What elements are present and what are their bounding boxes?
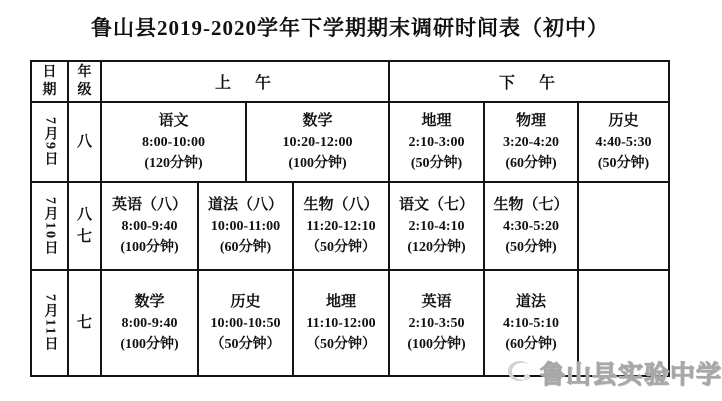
subject-label: 历史 xyxy=(608,112,639,129)
grade-label: 七 xyxy=(76,314,92,331)
grade-label: 八 xyxy=(76,133,92,150)
exam-schedule-table xyxy=(30,60,670,377)
time-label: 11:10-12:00 xyxy=(306,316,376,332)
header-cell-grade xyxy=(69,62,102,103)
grade-cell xyxy=(69,103,102,183)
duration-label: （50分钟） xyxy=(210,337,281,353)
school-name-label: 鲁山县实验中学 xyxy=(540,362,722,389)
grade-cell xyxy=(69,183,102,271)
time-label: 10:00-10:50 xyxy=(210,316,281,332)
date-cell xyxy=(32,271,69,375)
subject-label: 数学 xyxy=(134,293,165,310)
duration-label: (100分钟) xyxy=(120,337,179,353)
date-cell xyxy=(32,103,69,183)
duration-label: (100分钟) xyxy=(407,337,466,353)
subject-label: 英语 xyxy=(421,293,452,310)
exam-cell-biology-7 xyxy=(485,183,579,271)
subject-label: 道法（八） xyxy=(207,196,283,213)
subject-label: 地理 xyxy=(421,112,452,129)
exam-cell-history-7 xyxy=(199,271,294,375)
duration-label: (50分钟) xyxy=(410,156,463,172)
exam-cell-physics-8 xyxy=(485,103,579,183)
duration-label: (120分钟) xyxy=(144,156,203,172)
exam-cell-math-8 xyxy=(247,103,390,183)
page-title: 鲁山县2019-2020学年下学期期末调研时间表（初中） xyxy=(91,16,609,40)
subject-label: 语文 xyxy=(158,112,189,129)
grade-cell xyxy=(69,271,102,375)
header-afternoon-label: 下 午 xyxy=(498,75,559,92)
exam-cell-biology-8 xyxy=(294,183,390,271)
grade-label: 八七 xyxy=(76,206,92,245)
duration-label: (100分钟) xyxy=(288,156,347,172)
table-row-july9 xyxy=(32,103,668,183)
duration-label: （50分钟） xyxy=(306,240,376,256)
duration-label: (50分钟) xyxy=(505,240,557,256)
duration-label: (100分钟) xyxy=(120,240,179,256)
empty-cell xyxy=(579,271,668,375)
time-label: 10:20-12:00 xyxy=(282,135,353,151)
header-cell-date xyxy=(32,62,69,103)
duration-label: (120分钟) xyxy=(407,240,466,256)
header-cell-morning xyxy=(102,62,390,103)
header-morning-label: 上 午 xyxy=(214,75,275,92)
duration-label: （50分钟） xyxy=(306,337,376,353)
subject-label: 历史 xyxy=(230,293,261,310)
exam-cell-morality-8 xyxy=(199,183,294,271)
header-date-label: 日期 xyxy=(42,65,57,98)
subject-label: 语文（七） xyxy=(398,196,474,213)
date-label: 7月11日 xyxy=(42,293,58,353)
time-label: 11:20-12:10 xyxy=(306,219,376,235)
exam-cell-geography-8 xyxy=(390,103,485,183)
exam-cell-english-8 xyxy=(102,183,199,271)
time-label: 2:10-3:50 xyxy=(408,316,465,332)
subject-label: 地理 xyxy=(325,293,356,310)
duration-label: (60分钟) xyxy=(219,240,272,256)
date-label: 7月10日 xyxy=(42,196,58,256)
time-label: 4:10-5:10 xyxy=(503,316,559,332)
duration-label: (60分钟) xyxy=(505,337,557,353)
time-label: 8:00-9:40 xyxy=(121,316,178,332)
subject-label: 生物（八） xyxy=(303,196,379,213)
date-label: 7月9日 xyxy=(42,117,58,167)
time-label: 2:10-3:00 xyxy=(408,135,465,151)
exam-cell-geography-7 xyxy=(294,271,390,375)
duration-label: (60分钟) xyxy=(505,156,557,172)
exam-cell-morality-7 xyxy=(485,271,579,375)
subject-label: 生物（七） xyxy=(493,196,569,213)
time-label: 8:00-9:40 xyxy=(121,219,178,235)
time-label: 10:00-11:00 xyxy=(210,219,281,235)
time-label: 4:40-5:30 xyxy=(595,135,652,151)
subject-label: 物理 xyxy=(515,112,546,129)
subject-label: 英语（八） xyxy=(111,196,187,213)
table-header-row xyxy=(32,62,668,103)
exam-cell-chinese-8 xyxy=(102,103,247,183)
time-label: 3:20-4:20 xyxy=(503,135,559,151)
exam-cell-math-7 xyxy=(102,271,199,375)
duration-label: (50分钟) xyxy=(597,156,650,172)
table-row-july10 xyxy=(32,183,668,271)
time-label: 8:00-10:00 xyxy=(142,135,205,151)
time-label: 2:10-4:10 xyxy=(408,219,465,235)
subject-label: 数学 xyxy=(302,112,333,129)
date-cell xyxy=(32,183,69,271)
time-label: 4:30-5:20 xyxy=(503,219,559,235)
header-grade-label: 年级 xyxy=(77,65,92,98)
exam-cell-chinese-7 xyxy=(390,183,485,271)
header-cell-afternoon xyxy=(390,62,668,103)
exam-cell-history-8 xyxy=(579,103,668,183)
table-row-july11 xyxy=(32,271,668,375)
exam-cell-english-7 xyxy=(390,271,485,375)
empty-cell xyxy=(579,183,668,271)
subject-label: 道法 xyxy=(515,293,546,310)
